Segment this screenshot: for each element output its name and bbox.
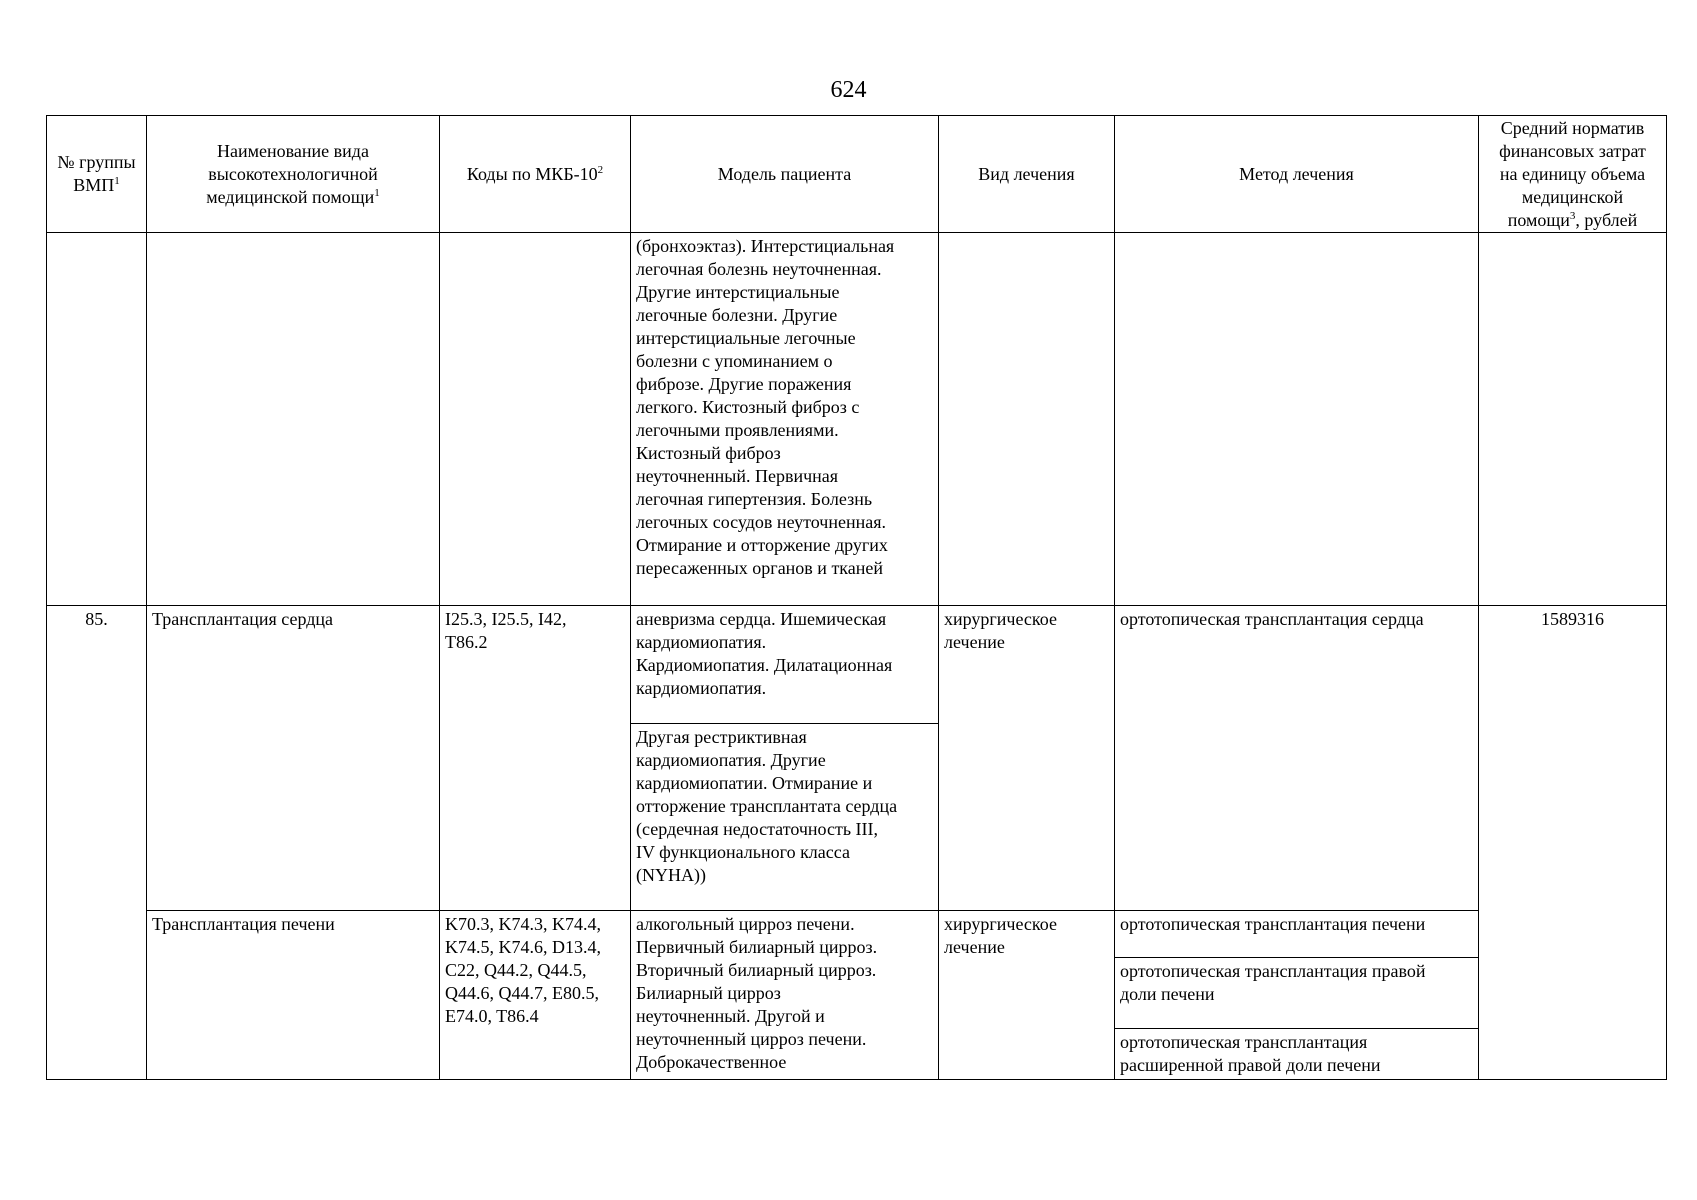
cell-icd-codes	[440, 233, 631, 606]
vmp-table	[46, 115, 1667, 1080]
cell-icd-codes: I25.3, I25.5, I42, T86.2	[440, 606, 631, 911]
header-row	[47, 116, 1667, 233]
cell-patient-model: алкогольный цирроз печени. Первичный билиарный цирроз. Вторичный билиарный цирроз. Билиарный цирроз неуточненный. Другой и неуточненный цирроз печени. Доброкачественное	[631, 911, 939, 1080]
header-patient-model: Модель пациента	[631, 116, 939, 233]
header-cost: Средний норматив финансовых затрат на единицу объема медицинской помощи$^3$, рублей	[1479, 116, 1667, 233]
cell-treatment-type: хирургическое лечение	[939, 911, 1115, 1080]
table-row	[47, 911, 1667, 958]
cell-patient-model: Другая рестриктивная кардиомиопатия. Другие кардиомиопатии. Отмирание и отторжение трансплантата сердца (сердечная недостаточность III, IV функционального класса (NYHA))	[631, 724, 939, 911]
cell-treatment-method	[1115, 233, 1479, 606]
page-number: 624	[830, 77, 867, 103]
cell-group-number: 85.	[47, 606, 147, 1080]
header-icd-codes: Коды по МКБ-$10^2$	[440, 116, 631, 233]
cell-patient-model: (бронхоэктаз). Интерстициальная легочная болезнь неуточненная. Другие интерстициальные легочные болезни. Другие интерстициальные легочные болезни с упоминанием о фиброзе. Другие поражения легкого. Кистозный фиброз с легочными проявлениями. Кистозный фиброз неуточненный. Первичная легочная гипертензия. Болезнь легочных сосудов неуточненная. Отмирание и отторжение других пересаженных органов и тканей	[631, 233, 939, 606]
cell-care-name	[147, 233, 440, 606]
cell-patient-model: аневризма сердца. Ишемическая кардиомиопатия. Кардиомиопатия. Дилатационная кардиомиопатия.	[631, 606, 939, 724]
cell-care-name: Трансплантация печени	[147, 911, 440, 1080]
cell-treatment-type	[939, 233, 1115, 606]
table-row	[47, 606, 1667, 724]
cell-treatment-method: ортотопическая трансплантация правой доли печени	[1115, 958, 1479, 1029]
cell-treatment-method: ортотопическая трансплантация печени	[1115, 911, 1479, 958]
header-treatment-type: Вид лечения	[939, 116, 1115, 233]
cell-treatment-method: ортотопическая трансплантация сердца	[1115, 606, 1479, 911]
table-row	[47, 233, 1667, 606]
header-treatment-method: Метод лечения	[1115, 116, 1479, 233]
cell-icd-codes: K70.3, K74.3, K74.4, K74.5, K74.6, D13.4, C22, Q44.2, Q44.5, Q44.6, Q44.7, E80.5, E74.0, T86.4	[440, 911, 631, 1080]
cell-care-name: Трансплантация сердца	[147, 606, 440, 911]
cell-treatment-method: ортотопическая трансплантация расширенной правой доли печени	[1115, 1029, 1479, 1080]
header-care-name: Наименование вида высокотехнологичной медицинской помощи$^1$	[147, 116, 440, 233]
cell-cost	[1479, 233, 1667, 606]
header-group-number: № группы ВМП$^1$	[47, 116, 147, 233]
cell-group-number	[47, 233, 147, 606]
cell-treatment-type: хирургическое лечение	[939, 606, 1115, 911]
cell-cost: 1589316	[1479, 606, 1667, 1080]
